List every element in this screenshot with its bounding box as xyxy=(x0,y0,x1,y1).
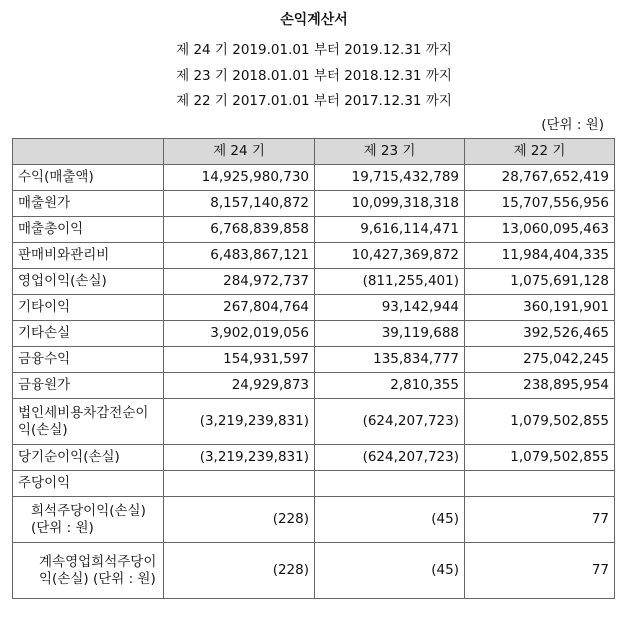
header-period-23: 제 23 기 xyxy=(315,139,465,165)
table-row xyxy=(13,347,615,373)
header-period-22: 제 22 기 xyxy=(465,139,615,165)
value-22: 392,526,465 xyxy=(465,321,615,347)
income-statement-table xyxy=(12,138,615,599)
value-24: (3,219,239,831) xyxy=(164,445,315,471)
value-23: 2,810,355 xyxy=(315,373,465,399)
value-23: 10,427,369,872 xyxy=(315,243,465,269)
value-22: 28,767,652,419 xyxy=(465,165,615,191)
value-22: 77 xyxy=(465,543,615,599)
value-22: 15,707,556,956 xyxy=(465,191,615,217)
table-row xyxy=(13,321,615,347)
value-22: 275,042,245 xyxy=(465,347,615,373)
header-label-cell xyxy=(13,139,164,165)
value-23: (45) xyxy=(315,543,465,599)
value-23: 39,119,688 xyxy=(315,321,465,347)
table-header-row xyxy=(13,139,615,165)
header-period-24: 제 24 기 xyxy=(164,139,315,165)
table-row xyxy=(13,217,615,243)
value-23: 9,616,114,471 xyxy=(315,217,465,243)
value-23: 135,834,777 xyxy=(315,347,465,373)
value-24: 284,972,737 xyxy=(164,269,315,295)
row-label: 기타손실 xyxy=(13,321,164,347)
row-label: 금융원가 xyxy=(13,373,164,399)
period-23: 제 23 기 2018.01.01 부터 2018.12.31 까지 xyxy=(176,68,452,84)
period-24: 제 24 기 2019.01.01 부터 2019.12.31 까지 xyxy=(176,42,452,58)
value-22: 1,079,502,855 xyxy=(465,445,615,471)
value-24: 24,929,873 xyxy=(164,373,315,399)
row-label: 매출총이익 xyxy=(13,217,164,243)
value-23: 19,715,432,789 xyxy=(315,165,465,191)
value-23: (624,207,723) xyxy=(315,445,465,471)
value-22: 238,895,954 xyxy=(465,373,615,399)
table-row xyxy=(13,471,615,497)
table-row xyxy=(13,165,615,191)
value-24: (228) xyxy=(164,543,315,599)
value-24: (228) xyxy=(164,497,315,543)
value-24 xyxy=(164,471,315,497)
unit-label: (단위 : 원) xyxy=(541,117,604,133)
table-row xyxy=(13,295,615,321)
table-row xyxy=(13,191,615,217)
value-22: 360,191,901 xyxy=(465,295,615,321)
value-24: 8,157,140,872 xyxy=(164,191,315,217)
row-label: 기타이익 xyxy=(13,295,164,321)
value-24: 3,902,019,056 xyxy=(164,321,315,347)
table-row xyxy=(13,373,615,399)
table-row xyxy=(13,497,615,543)
table-row xyxy=(13,543,615,599)
row-label: 법인세비용차감전순이익(손실) xyxy=(13,399,164,445)
row-label: 수익(매출액) xyxy=(13,165,164,191)
table-row xyxy=(13,243,615,269)
value-23: (45) xyxy=(315,497,465,543)
table-row xyxy=(13,269,615,295)
row-label: 금융수익 xyxy=(13,347,164,373)
row-label: 당기순이익(손실) xyxy=(13,445,164,471)
value-24: 267,804,764 xyxy=(164,295,315,321)
table-row xyxy=(13,399,615,445)
value-23: (811,255,401) xyxy=(315,269,465,295)
value-23: 93,142,944 xyxy=(315,295,465,321)
value-23: 10,099,318,318 xyxy=(315,191,465,217)
value-24: 6,768,839,858 xyxy=(164,217,315,243)
value-22: 11,984,404,335 xyxy=(465,243,615,269)
value-24: 154,931,597 xyxy=(164,347,315,373)
row-label: 주당이익 xyxy=(13,471,164,497)
value-22 xyxy=(465,471,615,497)
value-22: 77 xyxy=(465,497,615,543)
value-24: (3,219,239,831) xyxy=(164,399,315,445)
value-23: (624,207,723) xyxy=(315,399,465,445)
row-label: 판매비와관리비 xyxy=(13,243,164,269)
table-row xyxy=(13,445,615,471)
period-22: 제 22 기 2017.01.01 부터 2017.12.31 까지 xyxy=(176,93,452,109)
statement-title: 손익계산서 xyxy=(280,12,348,28)
value-23 xyxy=(315,471,465,497)
value-24: 14,925,980,730 xyxy=(164,165,315,191)
value-22: 1,079,502,855 xyxy=(465,399,615,445)
value-22: 13,060,095,463 xyxy=(465,217,615,243)
row-label: 희석주당이익(손실) (단위 : 원) xyxy=(13,497,164,543)
row-label: 계속영업희석주당이익(손실) (단위 : 원) xyxy=(13,543,164,599)
row-label: 영업이익(손실) xyxy=(13,269,164,295)
value-24: 6,483,867,121 xyxy=(164,243,315,269)
value-22: 1,075,691,128 xyxy=(465,269,615,295)
row-label: 매출원가 xyxy=(13,191,164,217)
